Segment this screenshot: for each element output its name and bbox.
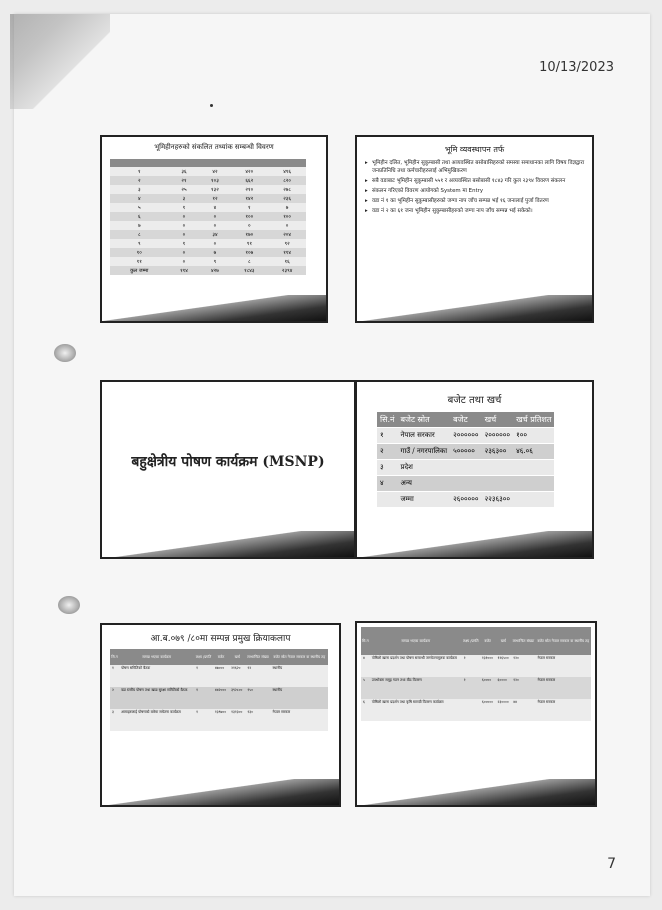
table-cell: ४७००० bbox=[213, 665, 229, 687]
land-stats-table bbox=[110, 159, 306, 275]
table-cell: ११ bbox=[110, 257, 169, 266]
table-cell: नेपाल सरकार bbox=[536, 655, 591, 677]
table-cell: ५००००० bbox=[450, 444, 481, 460]
table-row bbox=[110, 203, 306, 212]
table-cell: ३४ bbox=[199, 230, 230, 239]
table-cell: २३०००० bbox=[496, 699, 512, 721]
table-cell: ७ bbox=[110, 221, 169, 230]
slide-decoration bbox=[357, 295, 592, 321]
table-cell: ४२ bbox=[199, 167, 230, 176]
table-cell: ७ bbox=[268, 203, 306, 212]
table-cell: २०४ bbox=[268, 230, 306, 239]
table-row bbox=[110, 176, 306, 185]
table-header-row bbox=[377, 412, 554, 428]
table-cell: २६००००० bbox=[450, 492, 481, 508]
table-row bbox=[377, 460, 554, 476]
table-row bbox=[110, 239, 306, 248]
table-cell: ६ bbox=[110, 212, 169, 221]
table-cell: ७ bbox=[199, 248, 230, 257]
slide-decoration bbox=[357, 531, 592, 557]
table-row bbox=[110, 221, 306, 230]
table-cell: १२ bbox=[199, 194, 230, 203]
bullet-item: ▸ भूमिहीन दलित, भूमिहीन सुकुम्बासी तथा अव्यवस्थित बसोबासिहरुको समस्या समाधानका लागि विषय विज्ञद्वारा जनप्रतिनिधि तथा कर्मचारीहरुलाई अभिमुखिकरण bbox=[365, 159, 586, 175]
table-cell bbox=[450, 460, 481, 476]
column-header: बजेट bbox=[213, 649, 229, 665]
table-cell: ८२० bbox=[268, 176, 306, 185]
table-cell bbox=[513, 476, 554, 492]
table-row bbox=[110, 248, 306, 257]
table-cell: जम्मा bbox=[397, 492, 450, 508]
slide-title: बहुक्षेत्रीय पोषण कार्यक्रम (MSNP) bbox=[131, 454, 325, 470]
table-cell: २ bbox=[110, 687, 119, 709]
table-row bbox=[110, 212, 306, 221]
table-header-row bbox=[110, 649, 328, 665]
punch-hole bbox=[54, 344, 76, 362]
column-header: सि.न bbox=[110, 649, 119, 665]
table-cell: ९१ bbox=[230, 239, 268, 248]
table-cell: १३१३०० bbox=[229, 709, 245, 731]
table-row bbox=[110, 230, 306, 239]
table-cell: उपभोक्ता समूह गठन तथा बीउ वितरण bbox=[370, 677, 462, 699]
table-cell: ० bbox=[169, 212, 200, 221]
table-cell: ६०००० bbox=[496, 677, 512, 699]
slide-title: भूमि व्यवस्थापन तर्फ bbox=[444, 145, 505, 154]
speck bbox=[210, 104, 213, 107]
table-cell: पोषण समितिको बैठक bbox=[119, 665, 194, 687]
table-cell: ० bbox=[199, 239, 230, 248]
table-cell: २३९४ bbox=[268, 266, 306, 275]
table-cell: ४ bbox=[110, 194, 169, 203]
column-header: लक्ष्य /प्रगति bbox=[194, 649, 213, 665]
table-cell: २ bbox=[110, 176, 169, 185]
slide-decoration bbox=[102, 295, 326, 321]
table-cell: १० bbox=[110, 248, 169, 257]
table-cell: ० bbox=[169, 221, 200, 230]
table-cell: ० bbox=[199, 221, 230, 230]
table-cell: प्रदेश bbox=[397, 460, 450, 476]
table-cell: ४४ bbox=[511, 699, 535, 721]
table-cell: १ bbox=[169, 203, 200, 212]
table-cell: ९ bbox=[110, 239, 169, 248]
table-row bbox=[377, 428, 554, 444]
document-page bbox=[14, 14, 650, 896]
table-cell: ० bbox=[230, 221, 268, 230]
table-cell: २ bbox=[377, 444, 397, 460]
column-header: बजेट स्रोत bbox=[397, 412, 450, 428]
bullet-item: ▸ वडा नं १ का भूमिहीन सुकुम्बासीहरुको जग्गा नाप जाँच सम्पन्न भई १६ जनालाई पुर्जा वितरण bbox=[365, 197, 586, 205]
table-cell: २०००००० bbox=[450, 428, 481, 444]
table-cell: २२३६३०० bbox=[482, 492, 513, 508]
table-cell: ० bbox=[199, 212, 230, 221]
column-header: खर्च bbox=[482, 412, 513, 428]
slide-budget bbox=[355, 380, 594, 559]
table-row bbox=[377, 492, 554, 508]
table-cell: पोषिलो खाना प्रदर्शन तथा कृषि सामग्री वितरण कार्यक्रम bbox=[370, 699, 462, 721]
bullet-item: ▸ सबै वडाबाट भूमिहीन सुकुम्बासी ५५१ र अव्यवस्थित बसोबासी १८४३ गरि कुल २३९४ विवरण संकलन bbox=[365, 177, 586, 185]
table-cell bbox=[513, 492, 554, 508]
table-cell: १०३ bbox=[199, 176, 230, 185]
table-cell: ३९२८०० bbox=[229, 687, 245, 709]
column-header: सम्पन्न भएका कार्यक्रम bbox=[370, 627, 462, 655]
table-cell: १ bbox=[194, 665, 213, 687]
column-header: लाभान्वित संख्या bbox=[511, 627, 535, 655]
table-cell bbox=[513, 460, 554, 476]
table-cell: ४ bbox=[377, 476, 397, 492]
table-cell: १ bbox=[377, 428, 397, 444]
table-cell: ४२० bbox=[230, 167, 268, 176]
column-header: खर्च bbox=[496, 627, 512, 655]
table-row bbox=[377, 476, 554, 492]
table-header-row bbox=[361, 627, 591, 655]
column-header: सि.नं bbox=[377, 412, 397, 428]
table-cell: २३६३०० bbox=[482, 444, 513, 460]
table-row bbox=[361, 655, 591, 677]
table-row bbox=[110, 185, 306, 194]
column-header: बजेट स्रोत नेपाल सरकार वा स्थानीय तह bbox=[536, 627, 591, 655]
table-cell: गाउँ / नगरपालिका bbox=[397, 444, 450, 460]
table-cell: ४६.०६ bbox=[513, 444, 554, 460]
table-cell: ६०००० bbox=[480, 677, 496, 699]
table-cell: ३ bbox=[169, 194, 200, 203]
table-cell: १८४३ bbox=[230, 266, 268, 275]
table-cell: १ bbox=[230, 203, 268, 212]
slide-title: भूमिहीनहरुको संकलित तथ्यांक सम्बन्धी विवरण bbox=[154, 143, 274, 151]
slide-decoration bbox=[102, 531, 354, 557]
page-number: 7 bbox=[607, 856, 616, 872]
slide-title: बजेट तथा खर्च bbox=[447, 395, 502, 406]
scan-corner-shadow bbox=[10, 14, 110, 109]
table-cell bbox=[377, 492, 397, 508]
table-cell bbox=[450, 476, 481, 492]
table-cell: आमाहरुलाई पोषणको बारेमा सचेतना कार्यक्रम bbox=[119, 709, 194, 731]
table-cell: ६ bbox=[361, 699, 370, 721]
table-cell: ९२ bbox=[268, 239, 306, 248]
table-cell: ० bbox=[169, 248, 200, 257]
table-cell: ४ bbox=[199, 203, 230, 212]
column-header: बजेट bbox=[450, 412, 481, 428]
table-cell: ० bbox=[169, 230, 200, 239]
table-cell: १२० bbox=[511, 655, 535, 677]
table-cell: ४ bbox=[361, 655, 370, 677]
table-cell: ४२७ bbox=[199, 266, 230, 275]
slide-decoration bbox=[102, 779, 339, 805]
table-row bbox=[361, 699, 591, 721]
table-cell: १२६५०० bbox=[496, 655, 512, 677]
table-cell: पोषिलो खाना प्रदर्शन तथा पोषण सम्बन्धी जनचेतनामूलक कार्यक्रम bbox=[370, 655, 462, 677]
table-cell: ३ bbox=[377, 460, 397, 476]
slide-msnp bbox=[100, 380, 356, 559]
table-cell: ५ bbox=[361, 677, 370, 699]
table-cell: १ bbox=[110, 167, 169, 176]
slide-activities-continued bbox=[355, 621, 597, 807]
table-cell: ११४ bbox=[169, 266, 200, 275]
table-row bbox=[110, 665, 328, 687]
column-header: बजेट स्रोत नेपाल सरकार वा स्थानीय तह bbox=[271, 649, 328, 665]
bullet-item: ▸ संकलन गरिएको विवरण आयोगको System मा Entry bbox=[365, 187, 586, 195]
table-cell: १०० bbox=[513, 428, 554, 444]
activities-table-continued bbox=[361, 627, 591, 721]
table-cell: १ bbox=[194, 687, 213, 709]
column-header: खर्च bbox=[229, 649, 245, 665]
table-cell: ३ bbox=[110, 709, 119, 731]
table-row bbox=[110, 709, 328, 731]
table-cell: २१० bbox=[230, 185, 268, 194]
column-header: सम्पन्न भएका कार्यक्रम bbox=[119, 649, 194, 665]
table-cell: १७० bbox=[230, 230, 268, 239]
table-cell: १६ bbox=[268, 257, 306, 266]
column-header: बजेट bbox=[480, 627, 496, 655]
slide-activities bbox=[100, 623, 341, 807]
activities-table bbox=[110, 649, 328, 731]
table-cell: १ bbox=[462, 677, 480, 699]
table-cell: ८ bbox=[110, 230, 169, 239]
column-header: लाभान्वित संख्या bbox=[245, 649, 270, 665]
table-cell: १२ bbox=[245, 665, 270, 687]
table-cell: १०० bbox=[268, 212, 306, 221]
table-cell: १ bbox=[462, 655, 480, 677]
table-row bbox=[110, 257, 306, 266]
table-cell: ५ bbox=[110, 203, 169, 212]
table-cell: १ bbox=[169, 239, 200, 248]
table-cell: १३० bbox=[245, 709, 270, 731]
table-cell: ६६२ bbox=[230, 176, 268, 185]
table-cell: नेपाल सरकार bbox=[271, 709, 328, 731]
table-cell: ८ bbox=[230, 257, 268, 266]
table-cell: १३१००० bbox=[480, 655, 496, 677]
table-cell: ११४ bbox=[268, 248, 306, 257]
table-cell: ४४२००० bbox=[213, 687, 229, 709]
table-cell bbox=[462, 699, 480, 721]
table-cell: स्थानीय bbox=[271, 687, 328, 709]
table-cell: वडा स्तरीय पोषण तथा खाद्य सुरक्षा समितिको बैठक bbox=[119, 687, 194, 709]
table-cell: १०० bbox=[230, 212, 268, 221]
table-cell bbox=[482, 460, 513, 476]
table-cell: १३९७०० bbox=[213, 709, 229, 731]
table-cell: अन्य bbox=[397, 476, 450, 492]
table-row bbox=[110, 266, 306, 275]
table-row bbox=[110, 194, 306, 203]
table-cell bbox=[482, 476, 513, 492]
bullet-item: ▸ वडा नं २ का ६१ जना भूमिहीन सुकुम्बासीहरुको जग्गा नाप जाँच सम्पन्न भई सकेको। bbox=[365, 207, 586, 215]
slide-land-management bbox=[355, 135, 594, 323]
table-cell: ० bbox=[268, 221, 306, 230]
slide-land-stats bbox=[100, 135, 328, 323]
table-cell: २७८ bbox=[268, 185, 306, 194]
punch-hole bbox=[58, 596, 80, 614]
table-cell: नेपाल सरकार bbox=[536, 677, 591, 699]
bullet-list bbox=[365, 159, 586, 217]
table-cell: २५ bbox=[169, 185, 200, 194]
table-cell: ४९६ bbox=[268, 167, 306, 176]
budget-table bbox=[377, 412, 554, 508]
table-cell: ० bbox=[169, 257, 200, 266]
slide-decoration bbox=[357, 779, 595, 805]
table-cell: नेपाल सरकार bbox=[536, 699, 591, 721]
table-cell: १४२ bbox=[230, 194, 268, 203]
table-row bbox=[361, 677, 591, 699]
table-cell: ३६ bbox=[169, 167, 200, 176]
table-cell: १ bbox=[194, 709, 213, 731]
table-cell: १५० bbox=[245, 687, 270, 709]
table-cell: २३६ bbox=[268, 194, 306, 203]
table-cell: २१६२० bbox=[229, 665, 245, 687]
column-header: खर्च प्रतिशत bbox=[513, 412, 554, 428]
table-cell: २१ bbox=[169, 176, 200, 185]
table-cell: १०७ bbox=[230, 248, 268, 257]
table-cell: ९ bbox=[199, 257, 230, 266]
table-cell: स्थानीय bbox=[271, 665, 328, 687]
table-cell: १३२ bbox=[199, 185, 230, 194]
table-row bbox=[110, 687, 328, 709]
table-cell: १२० bbox=[511, 677, 535, 699]
print-date: 10/13/2023 bbox=[539, 60, 614, 75]
table-cell: कुल जम्मा bbox=[110, 266, 169, 275]
table-cell: ३ bbox=[110, 185, 169, 194]
table-row bbox=[110, 167, 306, 176]
table-cell: २०००००० bbox=[482, 428, 513, 444]
slide-title: आ.ब.०७९ /८०मा सम्पन्न प्रमुख क्रियाकलाप bbox=[150, 634, 291, 644]
column-header: सि.न bbox=[361, 627, 370, 655]
table-cell: १ bbox=[110, 665, 119, 687]
table-cell: ६००००० bbox=[480, 699, 496, 721]
table-row bbox=[377, 444, 554, 460]
table-cell: नेपाल सरकार bbox=[397, 428, 450, 444]
column-header: लक्ष्य /प्रगति bbox=[462, 627, 480, 655]
